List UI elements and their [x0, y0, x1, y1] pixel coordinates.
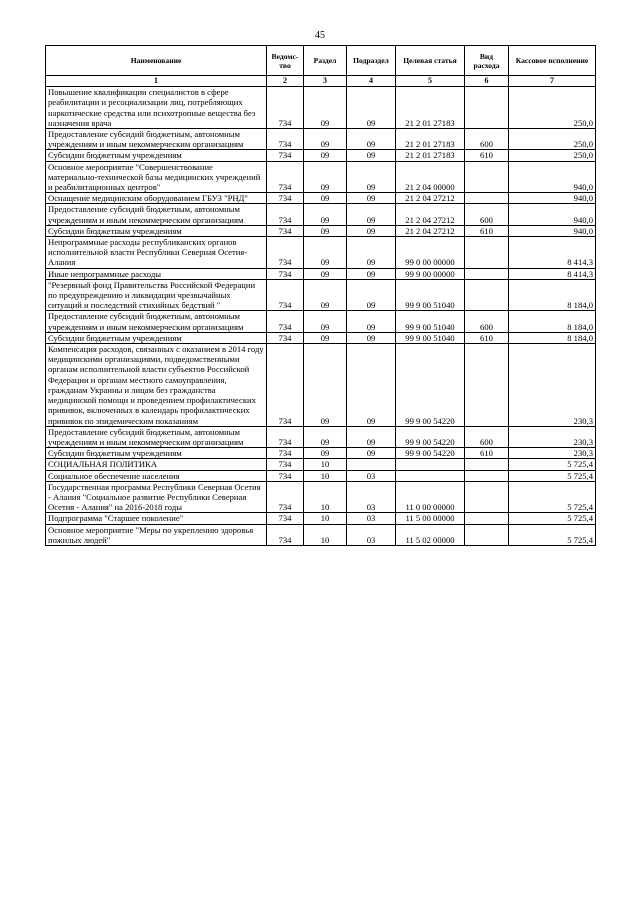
- row-section: 09: [304, 87, 347, 129]
- table-row: [46, 87, 596, 129]
- row-subsection: 09: [347, 225, 396, 236]
- row-amount: 250,0: [509, 87, 596, 129]
- row-name: СОЦИАЛЬНАЯ ПОЛИТИКА: [46, 459, 267, 470]
- row-name: Непрограммные расходы республиканских органов исполнительной власти Республики Северная Осетия-Алания: [46, 237, 267, 269]
- row-expense-type: 610: [465, 225, 509, 236]
- row-department: 734: [267, 470, 304, 481]
- column-number: 2: [267, 76, 304, 87]
- column-number: 1: [46, 76, 267, 87]
- row-subsection: 09: [347, 161, 396, 193]
- table-row: [46, 204, 596, 225]
- row-department: 734: [267, 204, 304, 225]
- row-name: Субсидии бюджетным учреждениям: [46, 225, 267, 236]
- row-target-article: 99 0 00 00000: [396, 237, 465, 269]
- row-target-article: [396, 459, 465, 470]
- row-subsection: 03: [347, 513, 396, 524]
- row-expense-type: [465, 481, 509, 513]
- row-name: Подпрограмма "Старшее поколение": [46, 513, 267, 524]
- row-department: 734: [267, 481, 304, 513]
- table-row: [46, 268, 596, 279]
- row-name: Государственная программа Республики Северная Осетия - Алания "Социальное развитие Республики Северная Осетия - Алания" на 2016-2018 годы: [46, 481, 267, 513]
- row-expense-type: [465, 279, 509, 311]
- row-expense-type: [465, 268, 509, 279]
- row-expense-type: [465, 87, 509, 129]
- row-name: Компенсация расходов, связанных с оказанием в 2014 году медицинскими организациями, подведомственными органам исполнительной власти субъектов Российской Федерации и органам местного самоуправления, гражданам Украины и лицам без гражданства медицинской помощи и проведением профилактических прививок, включенных в календарь профилактических прививок по эпидемическим показаниям: [46, 344, 267, 427]
- row-amount: 230,3: [509, 448, 596, 459]
- row-subsection: 09: [347, 448, 396, 459]
- row-amount: 5 725,4: [509, 459, 596, 470]
- table-body: [46, 87, 596, 546]
- row-expense-type: 610: [465, 332, 509, 343]
- row-department: 734: [267, 237, 304, 269]
- table-row: [46, 150, 596, 161]
- row-amount: 250,0: [509, 129, 596, 150]
- row-amount: 940,0: [509, 204, 596, 225]
- column-number: 4: [347, 76, 396, 87]
- row-target-article: 21 2 01 27183: [396, 129, 465, 150]
- table-row: [46, 279, 596, 311]
- expenditure-table: [45, 45, 596, 546]
- row-section: 10: [304, 459, 347, 470]
- row-subsection: 03: [347, 481, 396, 513]
- row-expense-type: 610: [465, 150, 509, 161]
- row-expense-type: 600: [465, 426, 509, 447]
- row-department: 734: [267, 279, 304, 311]
- row-target-article: 99 9 00 54220: [396, 344, 465, 427]
- row-name: Предоставление субсидий бюджетным, автономным учреждениям и иным некоммерческим организациям: [46, 311, 267, 332]
- row-department: 734: [267, 268, 304, 279]
- header-department: Ведомс-тво: [267, 46, 304, 76]
- row-department: 734: [267, 344, 304, 427]
- row-name: Основное мероприятие "Меры по укреплению здоровья пожилых людей": [46, 524, 267, 545]
- row-section: 10: [304, 481, 347, 513]
- row-expense-type: [465, 161, 509, 193]
- row-subsection: 09: [347, 204, 396, 225]
- row-subsection: 03: [347, 524, 396, 545]
- row-department: 734: [267, 225, 304, 236]
- header-section: Раздел: [304, 46, 347, 76]
- row-department: 734: [267, 332, 304, 343]
- table-row: [46, 524, 596, 545]
- row-amount: 8 184,0: [509, 279, 596, 311]
- row-expense-type: [465, 237, 509, 269]
- row-subsection: 09: [347, 279, 396, 311]
- column-number: 5: [396, 76, 465, 87]
- row-target-article: 11 0 00 00000: [396, 481, 465, 513]
- row-section: 09: [304, 448, 347, 459]
- table-row: [46, 193, 596, 204]
- row-subsection: 09: [347, 129, 396, 150]
- header-expense-type: Вид расхода: [465, 46, 509, 76]
- table-row: [46, 448, 596, 459]
- row-section: 09: [304, 279, 347, 311]
- row-name: Субсидии бюджетным учреждениям: [46, 150, 267, 161]
- row-target-article: 21 2 04 00000: [396, 161, 465, 193]
- row-section: 09: [304, 268, 347, 279]
- row-expense-type: [465, 459, 509, 470]
- row-section: 10: [304, 470, 347, 481]
- row-section: 09: [304, 150, 347, 161]
- row-target-article: 11 5 00 00000: [396, 513, 465, 524]
- row-name: Основное мероприятие "Совершенствование материально-технической базы медицинских учреждений и реабилитационных центров": [46, 161, 267, 193]
- row-expense-type: [465, 524, 509, 545]
- row-department: 734: [267, 426, 304, 447]
- table-row: [46, 481, 596, 513]
- row-name: Предоставление субсидий бюджетным, автономным учреждениям и иным некоммерческим организациям: [46, 129, 267, 150]
- row-name: Предоставление субсидий бюджетным, автономным учреждениям и иным некоммерческим организациям: [46, 426, 267, 447]
- row-target-article: 21 2 04 27212: [396, 204, 465, 225]
- row-section: 09: [304, 311, 347, 332]
- row-section: 10: [304, 513, 347, 524]
- table-row: [46, 459, 596, 470]
- row-subsection: 09: [347, 150, 396, 161]
- row-section: 09: [304, 161, 347, 193]
- row-target-article: 21 2 01 27183: [396, 150, 465, 161]
- row-subsection: 09: [347, 193, 396, 204]
- table-row: [46, 344, 596, 427]
- row-subsection: 09: [347, 311, 396, 332]
- row-target-article: 99 9 00 54220: [396, 426, 465, 447]
- row-name: Оснащение медицинским оборудованием ГБУЗ "РНД": [46, 193, 267, 204]
- row-expense-type: [465, 513, 509, 524]
- row-subsection: 09: [347, 426, 396, 447]
- row-target-article: 21 2 01 27183: [396, 87, 465, 129]
- row-department: 734: [267, 524, 304, 545]
- row-department: 734: [267, 150, 304, 161]
- row-expense-type: 610: [465, 448, 509, 459]
- table-row: [46, 129, 596, 150]
- row-department: 734: [267, 87, 304, 129]
- row-section: 09: [304, 193, 347, 204]
- row-section: 09: [304, 426, 347, 447]
- row-section: 10: [304, 524, 347, 545]
- row-target-article: 99 9 00 54220: [396, 448, 465, 459]
- table-row: [46, 426, 596, 447]
- table-row: [46, 332, 596, 343]
- row-name: Иные непрограммные расходы: [46, 268, 267, 279]
- row-expense-type: [465, 470, 509, 481]
- row-target-article: [396, 470, 465, 481]
- row-amount: 940,0: [509, 225, 596, 236]
- row-subsection: [347, 459, 396, 470]
- table-header-row: [46, 46, 596, 76]
- row-department: 734: [267, 161, 304, 193]
- table-row: [46, 161, 596, 193]
- row-section: 09: [304, 237, 347, 269]
- row-amount: 8 184,0: [509, 311, 596, 332]
- row-expense-type: [465, 193, 509, 204]
- row-target-article: 21 2 04 27212: [396, 225, 465, 236]
- row-amount: 5 725,4: [509, 470, 596, 481]
- table-row: [46, 470, 596, 481]
- row-target-article: 99 9 00 00000: [396, 268, 465, 279]
- row-name: "Резервный фонд Правительства Российской Федерации по предупреждению и ликвидации чрезвычайных ситуаций и последствий стихийных бедствий ": [46, 279, 267, 311]
- row-amount: 5 725,4: [509, 481, 596, 513]
- row-expense-type: 600: [465, 311, 509, 332]
- row-name: Субсидии бюджетным учреждениям: [46, 332, 267, 343]
- header-name: Наименование: [46, 46, 267, 76]
- column-number: 7: [509, 76, 596, 87]
- row-amount: 230,3: [509, 344, 596, 427]
- row-subsection: 09: [347, 332, 396, 343]
- row-amount: 8 414,3: [509, 237, 596, 269]
- row-subsection: 09: [347, 268, 396, 279]
- column-number: 3: [304, 76, 347, 87]
- row-amount: 5 725,4: [509, 524, 596, 545]
- row-section: 09: [304, 129, 347, 150]
- row-department: 734: [267, 459, 304, 470]
- row-amount: 250,0: [509, 150, 596, 161]
- row-expense-type: 600: [465, 204, 509, 225]
- header-cash-execution: Кассовое исполнение: [509, 46, 596, 76]
- page-number: 45: [315, 30, 325, 41]
- row-section: 09: [304, 344, 347, 427]
- row-subsection: 09: [347, 344, 396, 427]
- row-amount: 230,3: [509, 426, 596, 447]
- row-name: Социальное обеспечение населения: [46, 470, 267, 481]
- row-name: Предоставление субсидий бюджетным, автономным учреждениям и иным некоммерческим организациям: [46, 204, 267, 225]
- row-amount: 8 414,3: [509, 268, 596, 279]
- row-amount: 8 184,0: [509, 332, 596, 343]
- row-section: 09: [304, 332, 347, 343]
- table-row: [46, 225, 596, 236]
- row-name: Субсидии бюджетным учреждениям: [46, 448, 267, 459]
- header-subsection: Подраздел: [347, 46, 396, 76]
- row-amount: 940,0: [509, 161, 596, 193]
- row-section: 09: [304, 204, 347, 225]
- row-subsection: 09: [347, 87, 396, 129]
- table-row: [46, 237, 596, 269]
- row-expense-type: [465, 344, 509, 427]
- row-department: 734: [267, 193, 304, 204]
- row-amount: 5 725,4: [509, 513, 596, 524]
- row-department: 734: [267, 448, 304, 459]
- row-target-article: 99 9 00 51040: [396, 279, 465, 311]
- column-number: 6: [465, 76, 509, 87]
- row-subsection: 09: [347, 237, 396, 269]
- table-row: [46, 311, 596, 332]
- row-name: Повышение квалификации специалистов в сфере реабилитации и ресоциализации лиц, потребляющих наркотические средства или психотропные вещества без назначения врача: [46, 87, 267, 129]
- column-number-row: [46, 76, 596, 87]
- row-department: 734: [267, 129, 304, 150]
- row-amount: 940,0: [509, 193, 596, 204]
- row-department: 734: [267, 513, 304, 524]
- row-subsection: 03: [347, 470, 396, 481]
- row-expense-type: 600: [465, 129, 509, 150]
- row-target-article: 99 9 00 51040: [396, 311, 465, 332]
- row-department: 734: [267, 311, 304, 332]
- row-target-article: 21 2 04 27212: [396, 193, 465, 204]
- table-row: [46, 513, 596, 524]
- row-section: 09: [304, 225, 347, 236]
- header-target-article: Целевая статья: [396, 46, 465, 76]
- row-target-article: 11 5 02 00000: [396, 524, 465, 545]
- row-target-article: 99 9 00 51040: [396, 332, 465, 343]
